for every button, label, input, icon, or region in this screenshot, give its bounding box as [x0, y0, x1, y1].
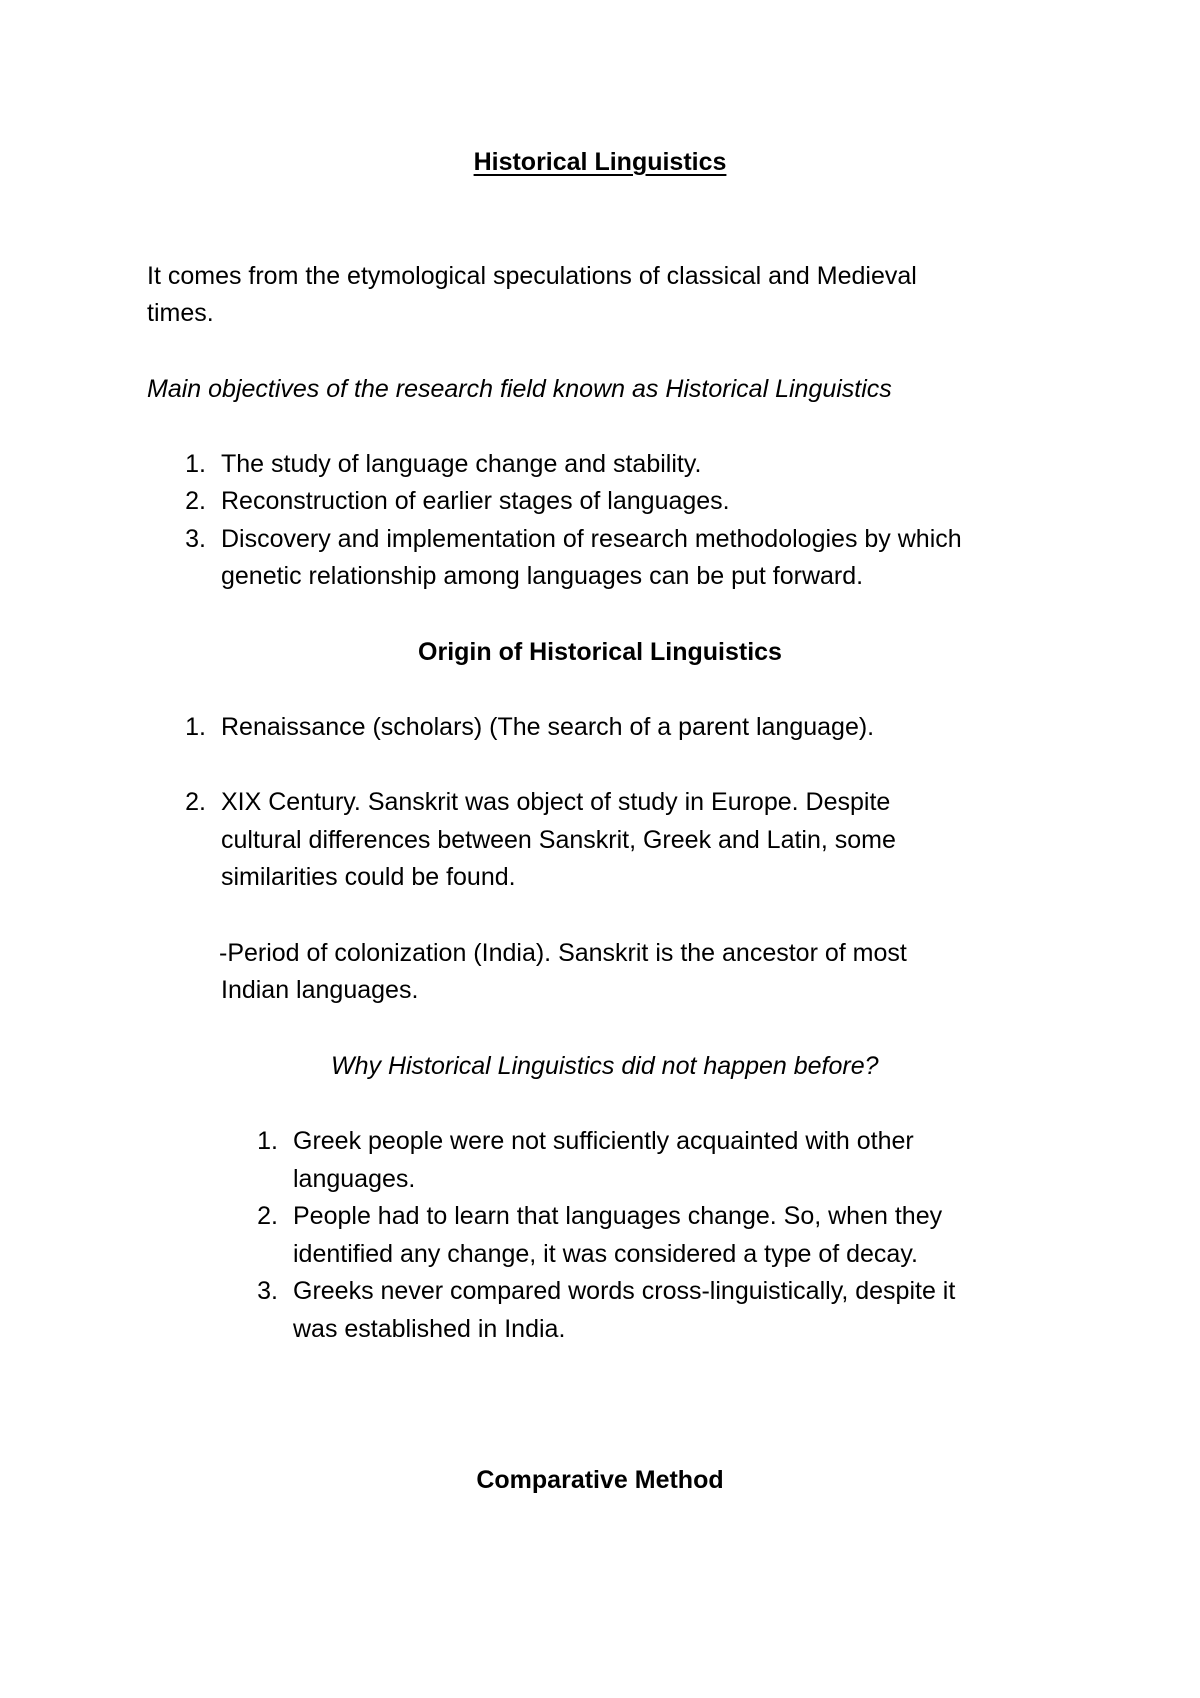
comparative-heading: Comparative Method: [476, 1466, 724, 1494]
list-item-number: 3.: [257, 1277, 278, 1305]
why-heading: Why Historical Linguistics did not happen before?: [331, 1052, 879, 1080]
origin-heading: Origin of Historical Linguistics: [418, 638, 782, 666]
list-item-number: 3.: [185, 525, 206, 553]
list-item-continued: languages.: [293, 1165, 416, 1193]
list-item: Reconstruction of earlier stages of languages.: [221, 487, 730, 515]
list-item-number: 1.: [185, 713, 206, 741]
list-item-continued: similarities could be found.: [221, 863, 516, 891]
list-item: The study of language change and stability.: [221, 450, 702, 478]
list-item-number: 2.: [185, 487, 206, 515]
list-item-number: 1.: [185, 450, 206, 478]
origin-note-line-1: -Period of colonization (India). Sanskrit is the ancestor of most: [219, 939, 907, 967]
list-item: Discovery and implementation of research methodologies by which: [221, 525, 962, 553]
intro-line-2: times.: [147, 299, 214, 327]
list-item: Greek people were not sufficiently acquainted with other: [293, 1127, 914, 1155]
list-item-continued: genetic relationship among languages can be put forward.: [221, 562, 864, 590]
list-item-continued: was established in India.: [293, 1315, 566, 1343]
list-item-number: 2.: [257, 1202, 278, 1230]
objectives-heading: Main objectives of the research field known as Historical Linguistics: [147, 375, 892, 403]
list-item-continued: identified any change, it was considered a type of decay.: [293, 1240, 918, 1268]
list-item: Renaissance (scholars) (The search of a parent language).: [221, 713, 875, 741]
page-title: Historical Linguistics: [473, 148, 727, 176]
origin-note-line-2: Indian languages.: [221, 976, 419, 1004]
list-item: XIX Century. Sanskrit was object of study in Europe. Despite: [221, 788, 891, 816]
intro-line-1: It comes from the etymological speculations of classical and Medieval: [147, 262, 917, 290]
list-item-number: 2.: [185, 788, 206, 816]
list-item: Greeks never compared words cross-linguistically, despite it: [293, 1277, 956, 1305]
list-item-continued: cultural differences between Sanskrit, Greek and Latin, some: [221, 826, 896, 854]
list-item-number: 1.: [257, 1127, 278, 1155]
list-item: People had to learn that languages change. So, when they: [293, 1202, 943, 1230]
